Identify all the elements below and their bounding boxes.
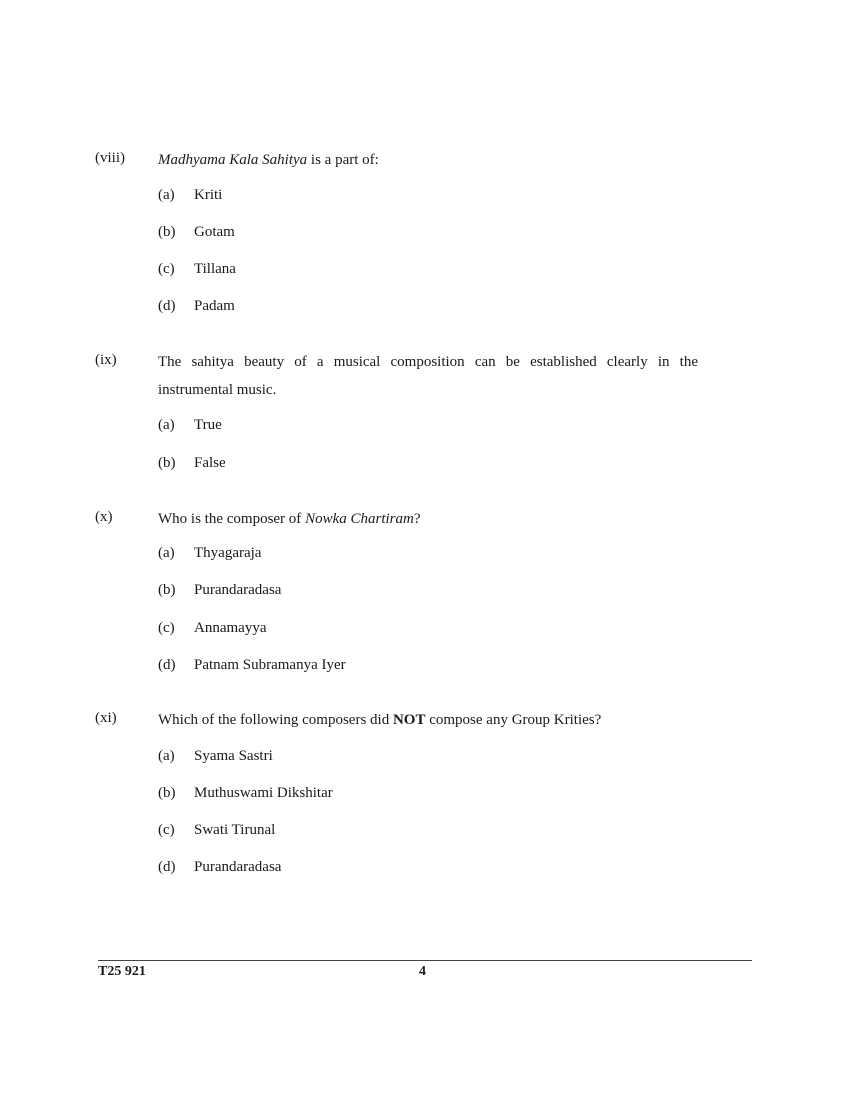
option-letter: (d)	[158, 298, 176, 314]
question-text-rest: is a part of:	[307, 152, 379, 168]
question-text	[158, 706, 698, 734]
question-text: The sahitya beauty of a musical composition can be established clearly in the instrumental music.	[158, 354, 698, 398]
question-number: (ix)	[95, 352, 117, 368]
option-text: Swati Tirunal	[194, 822, 276, 838]
option-text: Kriti	[194, 187, 223, 203]
option-letter: (c)	[158, 261, 175, 277]
option-text: Syama Sastri	[194, 748, 273, 764]
question-number: (x)	[95, 509, 113, 525]
paper-code: T25 921	[98, 964, 146, 979]
page-number: 4	[419, 964, 426, 979]
question-text-start: Which of the following composers did	[158, 712, 393, 728]
option-letter: (a)	[158, 545, 175, 561]
option-letter: (b)	[158, 455, 176, 471]
question-text	[158, 146, 698, 174]
option-letter: (b)	[158, 224, 176, 240]
question-italic-term: Madhyama Kala Sahitya	[158, 152, 308, 168]
question-emphasis: NOT	[392, 712, 426, 728]
footer-divider	[98, 960, 752, 961]
option-text: Muthuswami Dikshitar	[194, 785, 333, 801]
option-letter: (a)	[158, 417, 175, 433]
option-text: True	[194, 417, 222, 433]
option-text: Annamayya	[194, 620, 267, 636]
option-text: Tillana	[194, 261, 236, 277]
question-number: (viii)	[95, 150, 125, 166]
option-letter: (b)	[158, 785, 176, 801]
option-letter: (d)	[158, 859, 176, 875]
option-text: False	[194, 455, 226, 471]
option-text: Purandaradasa	[194, 859, 282, 875]
question-number: (xi)	[95, 710, 117, 726]
option-text: Thyagaraja	[194, 545, 262, 561]
question-text-end: compose any Group Krities?	[425, 712, 602, 728]
option-text: Gotam	[194, 224, 235, 240]
option-letter: (c)	[158, 620, 175, 636]
question-text-end: ?	[413, 511, 421, 527]
option-letter: (d)	[158, 657, 176, 673]
question-italic-term: Nowka Chartiram	[305, 511, 414, 527]
option-letter: (a)	[158, 187, 175, 203]
option-letter: (c)	[158, 822, 175, 838]
question-text	[158, 505, 698, 533]
option-text: Padam	[194, 298, 235, 314]
option-letter: (a)	[158, 748, 175, 764]
question-text-start: Who is the composer of	[158, 511, 306, 527]
option-letter: (b)	[158, 582, 176, 598]
option-text: Purandaradasa	[194, 582, 282, 598]
option-text: Patnam Subramanya Iyer	[194, 657, 346, 673]
